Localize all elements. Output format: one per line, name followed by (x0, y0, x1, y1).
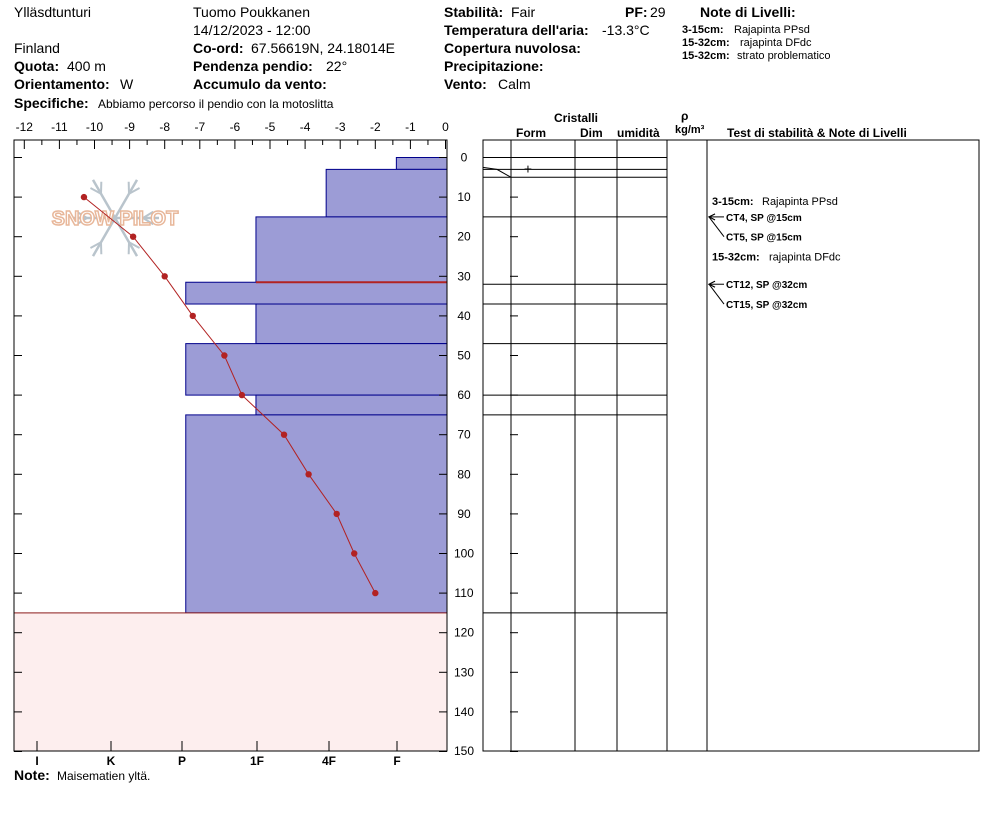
temperature-point (372, 590, 378, 596)
layer-note-range-2: 15-32cm: (682, 37, 730, 49)
temperature-point (305, 471, 311, 477)
temperature-point (239, 392, 245, 398)
temp-tick-label: -3 (334, 120, 346, 134)
stability-tests (709, 196, 841, 311)
watermark-text: SNOW PILOT (51, 208, 179, 230)
elevation-value: 400 m (67, 58, 106, 74)
dim-header: Dim (580, 126, 603, 140)
depth-tick-label: 90 (457, 506, 471, 521)
airtemp-label: Temperatura dell'aria: (444, 22, 589, 38)
temperature-point (281, 432, 287, 438)
hardness-layer (396, 158, 447, 170)
pf-label: PF: (625, 4, 648, 20)
temperature-point (190, 313, 196, 319)
layer-note-range-3: 15-32cm: (682, 50, 730, 62)
temp-tick-label: -2 (369, 120, 381, 134)
location: Ylläsdtunturi (14, 4, 92, 20)
slope-value: 22° (326, 58, 348, 74)
depth-tick-label: 30 (457, 269, 471, 284)
layer-note-range-1: 3-15cm: (682, 24, 724, 36)
depth-tick-label: 100 (453, 546, 475, 561)
hardness-layer (256, 395, 447, 415)
stability-test-leader (709, 284, 724, 304)
stability-test-label: CT4, SP @15cm (726, 212, 802, 224)
hardness-layer (326, 169, 447, 217)
layer-note-text-1: Rajapinta PPsd (734, 24, 810, 36)
depth-tick-label: 60 (457, 388, 471, 403)
depth-tick-label: 110 (454, 586, 474, 601)
temp-tick-label: -9 (124, 120, 135, 134)
layer-note-text-3: strato problematico (737, 50, 831, 62)
temperature-point (81, 194, 87, 200)
slope-label: Pendenza pendio: (193, 58, 313, 74)
observer: Tuomo Poukkanen (193, 4, 310, 20)
layer-note-range: 15-32cm: (712, 251, 760, 264)
depth-tick-label: 130 (453, 665, 475, 680)
temp-tick-label: -10 (85, 120, 104, 134)
grain-form-symbol: + (523, 160, 533, 177)
temperature-point (130, 234, 136, 240)
temperature-point (351, 550, 357, 556)
hardness-layer (186, 282, 447, 304)
aspect-value: W (120, 76, 134, 92)
hardness-layers (186, 158, 447, 613)
temp-tick-label: -8 (159, 120, 171, 134)
hardness-layer (186, 344, 447, 395)
temp-tick-label: -6 (229, 120, 241, 134)
country: Finland (14, 40, 60, 56)
stability-test-label: CT15, SP @32cm (726, 300, 808, 312)
snowpilot-watermark (52, 180, 179, 256)
depth-tick-label: 10 (457, 190, 471, 205)
note-value: Maisematien yltä. (57, 769, 151, 783)
hardness-layer (256, 217, 447, 282)
density-unit-header: kg/m³ (675, 124, 705, 136)
form-header: Form (516, 126, 546, 140)
precip-label: Precipitazione: (444, 58, 544, 74)
layer-notes-title: Note di Livelli: (700, 4, 796, 20)
stability-test-label: CT12, SP @32cm (726, 280, 808, 292)
depth-tick-label: 150 (453, 744, 475, 758)
no-hardness-area (14, 613, 447, 751)
hardness-layer (256, 304, 447, 344)
coord-label: Co-ord: (193, 40, 244, 56)
temp-tick-label: 0 (442, 120, 449, 134)
temperature-point (221, 352, 227, 358)
elevation-label: Quota: (14, 58, 60, 74)
depth-tick-label: 120 (453, 625, 475, 640)
depth-tick-label: 0 (460, 150, 468, 165)
layer-note-range: 3-15cm: (712, 196, 754, 209)
airtemp-value: -13.3°C (602, 22, 650, 38)
hardness-layer (186, 415, 447, 613)
layer-note-text-2: rajapinta DFdc (740, 37, 812, 49)
temp-tick-label: -4 (299, 120, 311, 134)
hardness-tick-label: K (106, 754, 116, 768)
temp-tick-label: -11 (51, 120, 68, 134)
temp-tick-label: -7 (194, 120, 206, 134)
stability-label: Stabilità: (444, 4, 504, 20)
depth-tick-label: 80 (457, 467, 471, 482)
crystals-header: Cristalli (554, 111, 599, 125)
depth-tick-label: 40 (457, 308, 471, 323)
temp-tick-label: -1 (405, 120, 416, 134)
coord-value: 67.56619N, 24.18014E (251, 40, 396, 56)
tests-header: Test di stabilità & Note di Livelli (727, 126, 907, 140)
hardness-tick-label: P (177, 754, 187, 768)
datetime: 14/12/2023 - 12:00 (193, 22, 311, 38)
stability-value: Fair (511, 4, 536, 20)
depth-tick-label: 70 (457, 427, 471, 442)
temperature-point (333, 511, 339, 517)
specifics-value: Abbiamo percorso il pendio con la motoslitta (98, 97, 334, 111)
windload-label: Accumulo da vento: (193, 76, 327, 92)
stability-test-label: CT5, SP @15cm (726, 232, 802, 244)
depth-tick-label: 50 (457, 348, 471, 363)
hardness-tick-label: 1F (249, 754, 265, 768)
specifics-label: Specifiche: (14, 95, 89, 111)
humidity-header: umidità (617, 126, 660, 140)
hardness-tick-label: I (35, 754, 39, 768)
hardness-tick-label: 4F (321, 754, 337, 768)
wind-label: Vento: (444, 76, 487, 92)
depth-tick-label: 20 (457, 229, 471, 244)
depth-tick-label: 140 (453, 704, 475, 719)
temperature-point (162, 273, 168, 279)
stability-test-leader (709, 217, 724, 237)
rho-header: ρ (681, 109, 689, 123)
crystal-grid (483, 140, 979, 751)
note-label: Note: (14, 767, 50, 783)
temp-tick-label: -12 (15, 120, 33, 134)
no-hardness-box (14, 613, 447, 751)
layer-note-text: Rajapinta PPsd (762, 196, 838, 209)
grid-frame (483, 140, 979, 751)
cloud-label: Copertura nuvolosa: (444, 40, 581, 56)
pf-value: 29 (650, 4, 666, 20)
temp-tick-label: -5 (264, 120, 276, 134)
aspect-label: Orientamento: (14, 76, 110, 92)
hardness-tick-label: F (393, 754, 401, 768)
wind-value: Calm (498, 76, 531, 92)
layer-note-text: rajapinta DFdc (769, 251, 841, 264)
